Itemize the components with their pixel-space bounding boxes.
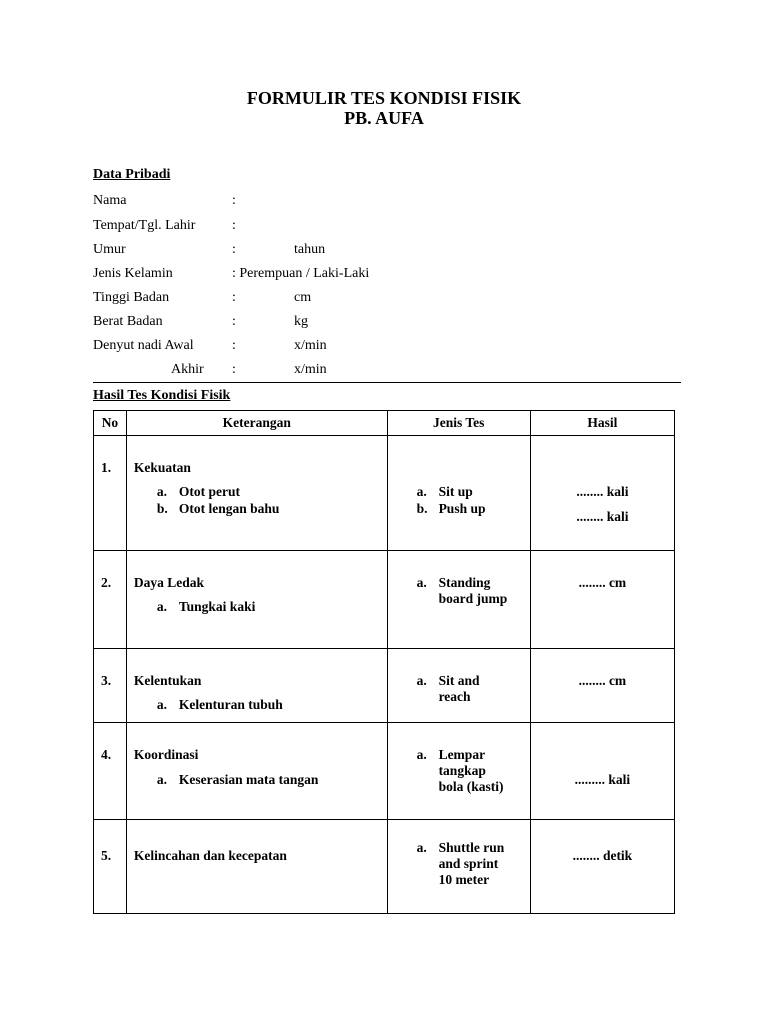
hasil-value: ........ kali (576, 484, 629, 499)
info-label: Denyut nadi Awal (93, 338, 194, 353)
info-colon: : Perempuan / Laki-Laki (232, 266, 370, 281)
test-label-line: Lempar (438, 747, 486, 762)
row-number-cell (94, 723, 127, 820)
sub-item-label: Tungkai kaki (178, 599, 256, 614)
list-item (157, 772, 319, 788)
keterangan-cell (126, 551, 387, 649)
jenis-tes-cell (387, 551, 530, 649)
table-row (94, 649, 675, 723)
hasil-value: ........ detik (572, 848, 633, 863)
category-label: Kekuatan (133, 460, 191, 475)
hasil-cell (530, 723, 674, 820)
test-label-line: Sit and (438, 673, 480, 688)
info-unit: kg (294, 314, 308, 329)
test-label-line: Shuttle run (438, 840, 505, 855)
row-number-cell (94, 649, 127, 723)
list-item (417, 575, 508, 607)
info-colon: : (232, 338, 236, 353)
info-label: Tinggi Badan (93, 290, 170, 305)
info-row-berat-badan (93, 314, 681, 338)
hasil-value: ........ cm (578, 673, 627, 688)
info-label: Umur (93, 242, 126, 257)
list-marker: a. (416, 840, 427, 855)
category-label: Kelentukan (133, 673, 202, 688)
list-marker: a. (156, 772, 168, 787)
test-label-line: board jump (438, 591, 508, 606)
info-row-jenis-kelamin (93, 266, 681, 290)
row-number: 1. (101, 460, 112, 475)
jenis-tes-cell (387, 723, 530, 820)
info-label: Akhir (171, 362, 204, 377)
list-marker: a. (156, 484, 168, 499)
jenis-tes-cell (387, 649, 530, 723)
list-marker: a. (416, 673, 427, 688)
category-label: Daya Ledak (133, 575, 205, 590)
category-label: Koordinasi (133, 747, 199, 762)
list-item (417, 840, 505, 888)
info-unit: tahun (294, 242, 326, 257)
list-marker: a. (156, 599, 168, 614)
list-marker: b. (416, 501, 428, 516)
info-colon: : (232, 242, 236, 257)
row-number: 3. (101, 673, 112, 688)
info-label: Jenis Kelamin (93, 266, 173, 281)
table-row (94, 436, 675, 551)
category-label: Kelincahan dan kecepatan (133, 848, 287, 863)
list-marker: a. (156, 697, 168, 712)
info-label: Tempat/Tgl. Lahir (93, 218, 196, 233)
list-item (157, 697, 283, 713)
hasil-tes-heading: Hasil Tes Kondisi Fisik (93, 388, 231, 403)
row-number-cell (94, 820, 127, 914)
info-unit: x/min (294, 338, 327, 353)
info-row-tinggi-badan (93, 290, 681, 314)
jenis-tes-cell (387, 820, 530, 914)
test-label-line: and sprint (438, 856, 499, 871)
list-marker: a. (416, 575, 427, 590)
info-colon: : (232, 218, 236, 233)
list-marker: a. (416, 484, 427, 499)
info-colon: : (232, 193, 236, 208)
hasil-value: ........ kali (576, 509, 629, 524)
sub-item-label: Otot lengan bahu (178, 501, 280, 516)
list-item (157, 599, 255, 615)
keterangan-cell (126, 649, 387, 723)
keterangan-cell (126, 436, 387, 551)
row-number: 4. (101, 747, 112, 762)
section-divider (93, 382, 681, 383)
hasil-cell (530, 820, 674, 914)
hasil-cell (530, 551, 674, 649)
info-colon: : (232, 362, 236, 377)
test-label: Push up (438, 501, 486, 516)
column-header-keterangan: Keterangan (126, 411, 387, 436)
column-header-no: No (94, 411, 127, 436)
keterangan-cell (126, 723, 387, 820)
row-number: 5. (101, 848, 112, 863)
test-label-line: tangkap (438, 763, 486, 778)
list-item (417, 484, 473, 500)
test-label-line: reach (438, 689, 471, 704)
keterangan-cell (126, 820, 387, 914)
list-item (157, 484, 240, 500)
hasil-cell (530, 436, 674, 551)
info-unit: x/min (294, 362, 327, 377)
list-item (417, 747, 504, 795)
table-header-row (94, 411, 675, 436)
form-subtitle: PB. AUFA (344, 108, 424, 128)
info-label: Berat Badan (93, 314, 163, 329)
data-pribadi-heading: Data Pribadi (93, 167, 171, 182)
list-item (157, 501, 280, 517)
sub-item-label: Kelenturan tubuh (178, 697, 283, 712)
info-colon: : (232, 290, 236, 305)
list-marker: a. (416, 747, 427, 762)
sub-item-label: Otot perut (178, 484, 241, 499)
info-row-umur (93, 242, 681, 266)
test-label: Sit up (438, 484, 473, 499)
form-title: FORMULIR TES KONDISI FISIK (246, 88, 522, 108)
list-item (417, 501, 486, 517)
table-row (94, 551, 675, 649)
test-label-line: 10 meter (438, 872, 490, 887)
jenis-tes-cell (387, 436, 530, 551)
list-marker: b. (156, 501, 168, 516)
hasil-cell (530, 649, 674, 723)
list-item (417, 673, 480, 705)
info-row-tempat-tgl-lahir (93, 218, 681, 242)
hasil-value: ........ cm (578, 575, 627, 590)
row-number-cell (94, 551, 127, 649)
table-row (94, 820, 675, 914)
info-colon: : (232, 314, 236, 329)
row-number-cell (94, 436, 127, 551)
info-row-denyut-awal (93, 338, 681, 362)
row-number: 2. (101, 575, 112, 590)
sub-item-label: Keserasian mata tangan (178, 772, 319, 787)
column-header-jenis-tes: Jenis Tes (387, 411, 530, 436)
test-label-line: bola (kasti) (438, 779, 504, 794)
info-row-nama (93, 193, 681, 217)
hasil-value: ......... kali (574, 772, 631, 787)
results-table (93, 410, 675, 914)
test-label-line: Standing (438, 575, 491, 590)
column-header-hasil: Hasil (530, 411, 674, 436)
info-unit: cm (294, 290, 312, 305)
info-label: Nama (93, 193, 127, 208)
table-row (94, 723, 675, 820)
